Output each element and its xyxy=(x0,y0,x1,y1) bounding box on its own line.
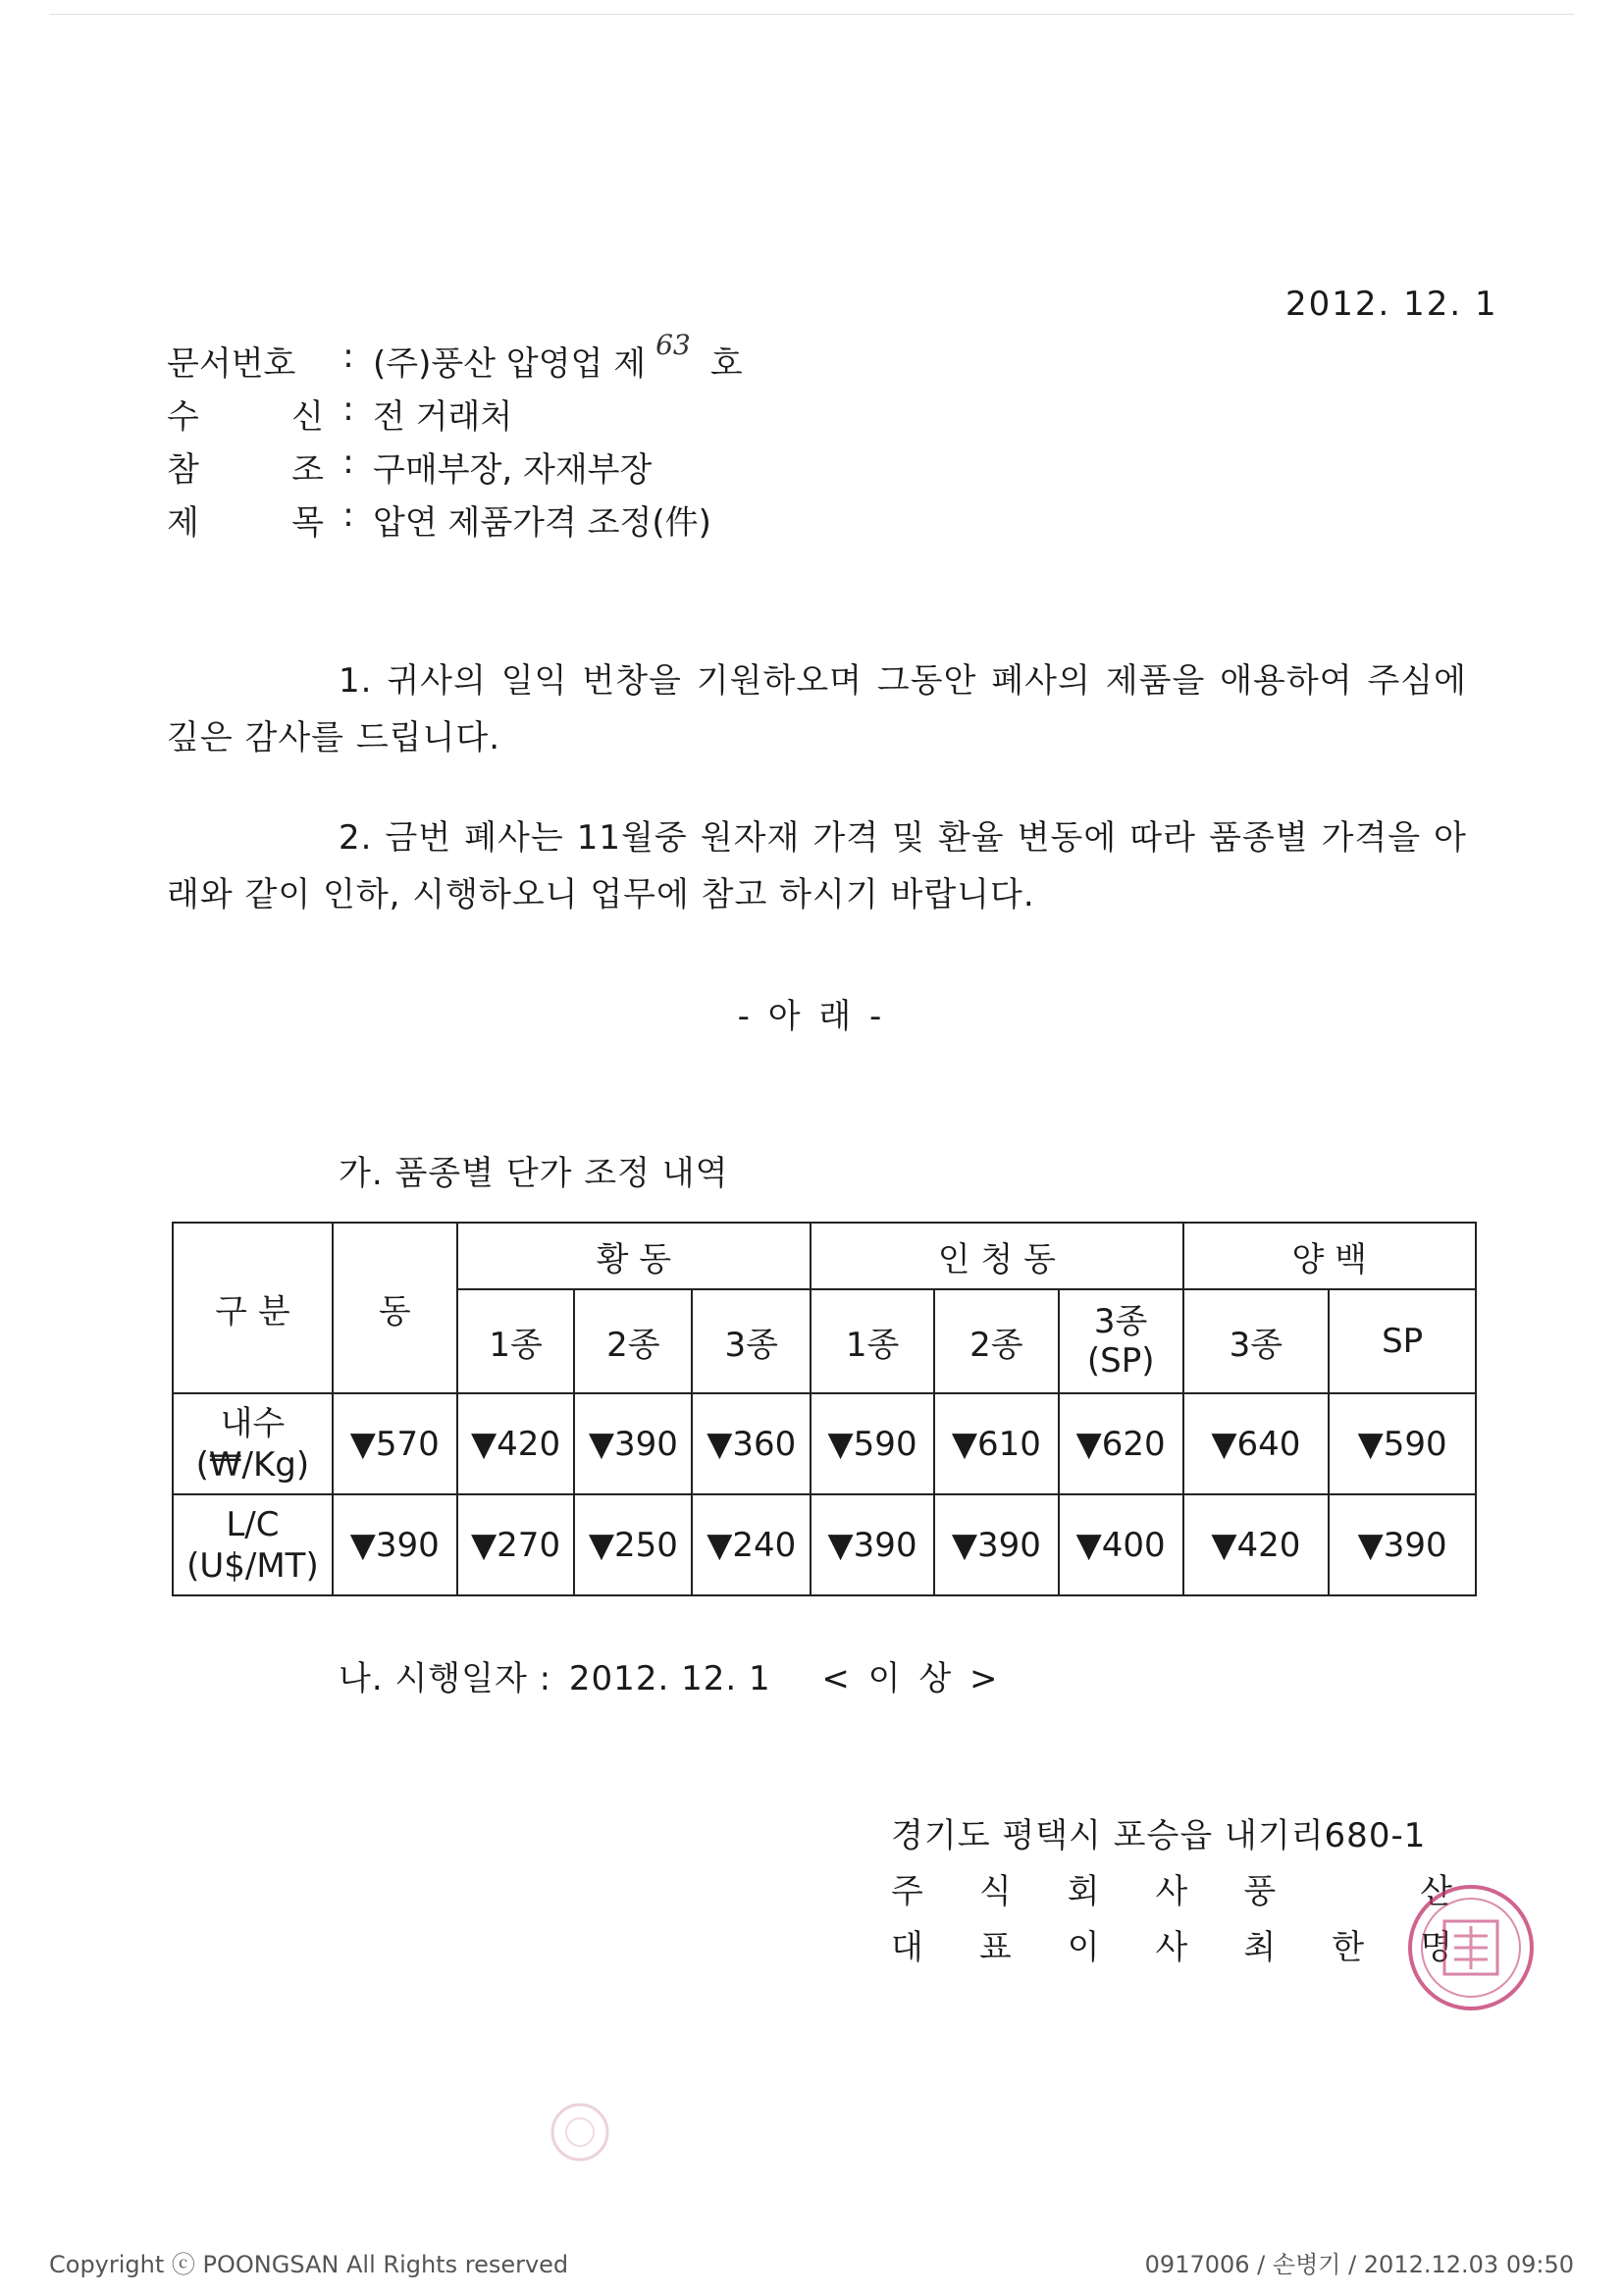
ceo-char: 표 xyxy=(978,1928,1012,1967)
ceo-char: 이 xyxy=(1067,1928,1100,1967)
colon: : xyxy=(342,496,354,535)
label-char: 목 xyxy=(291,503,324,543)
ceo-char: 대 xyxy=(891,1928,923,1967)
row-label: L/C (U$/MT) xyxy=(173,1494,333,1595)
company-char: 풍 xyxy=(1243,1872,1277,1911)
subject-value: 압연 제품가격 조정(件) xyxy=(373,503,711,543)
top-border xyxy=(49,14,1574,15)
row-label: 내수 (₩/Kg) xyxy=(173,1393,333,1494)
sub-header: 1종 xyxy=(811,1289,934,1393)
company-name xyxy=(891,1864,1452,1912)
label-char: 제 xyxy=(167,503,199,543)
table-row-lc xyxy=(173,1494,1476,1595)
sub-header: 3종 xyxy=(1183,1289,1330,1393)
price-table xyxy=(172,1222,1477,1596)
end-mark: < 이 상 > xyxy=(821,1659,1002,1698)
company-char: 산 xyxy=(1420,1872,1452,1911)
label-char: 조 xyxy=(291,450,324,490)
reference-label xyxy=(167,443,324,491)
table-cell: ▼270 xyxy=(457,1494,575,1595)
reference-row xyxy=(167,443,652,491)
effective-date-label: 나. 시행일자 : xyxy=(339,1659,552,1698)
company-address: 경기도 평택시 포승읍 내기리680-1 xyxy=(891,1816,1427,1855)
label-char: 참 xyxy=(167,450,199,490)
doc-number-handwritten: 63 xyxy=(655,329,691,361)
table-cell: ▼590 xyxy=(811,1393,934,1494)
table-cell: ▼360 xyxy=(692,1393,811,1494)
table-cell: ▼390 xyxy=(1329,1494,1476,1595)
stamp-smudge xyxy=(546,2098,614,2166)
sub-header: SP xyxy=(1329,1289,1476,1393)
doc-number-row xyxy=(167,329,743,385)
ceo-char: 한 xyxy=(1332,1928,1365,1967)
sub-header: 2종 xyxy=(574,1289,692,1393)
paragraph-2: 2. 금번 폐사는 11월중 원자재 가격 및 환율 변동에 따라 품종별 가격을 아래와 같이 인하, 시행하오니 업무에 참고 하시기 바랍니다. xyxy=(167,818,1467,914)
table-cell: ▼420 xyxy=(457,1393,575,1494)
document-meta: 0917006 / 손병기 / 2012.12.03 09:50 xyxy=(1144,2251,1574,2278)
table-cell: ▼390 xyxy=(811,1494,934,1595)
recipient-row xyxy=(167,390,512,438)
table-cell: ▼250 xyxy=(574,1494,692,1595)
header-category: 구 분 xyxy=(173,1223,333,1393)
colon: : xyxy=(342,337,354,376)
table-cell: ▼640 xyxy=(1183,1393,1330,1494)
paragraph-1: 1. 귀사의 일익 번창을 기원하오며 그동안 폐사의 제품을 애용하여 주심에 깊은 감사를 드립니다. xyxy=(167,661,1467,757)
effective-date-row xyxy=(339,1651,1001,1699)
doc-number-prefix: (주)풍산 압영업 제 xyxy=(373,344,647,384)
company-char: 회 xyxy=(1067,1872,1100,1911)
table-cell: ▼570 xyxy=(333,1393,457,1494)
ceo-char: 최 xyxy=(1243,1928,1277,1967)
company-seal-stamp xyxy=(1405,1882,1537,2013)
table-cell: ▼400 xyxy=(1059,1494,1183,1595)
recipient-label xyxy=(167,390,324,438)
copyright-text: Copyright ⓒ POONGSAN All Rights reserved xyxy=(49,2251,569,2278)
document-date: 2012. 12. 1 xyxy=(1285,285,1498,324)
subject-label xyxy=(167,496,324,544)
sub-header: 2종 xyxy=(934,1289,1059,1393)
sub-header: 1종 xyxy=(457,1289,575,1393)
recipient-value: 전 거래처 xyxy=(373,397,513,437)
effective-date-value: 2012. 12. 1 xyxy=(568,1659,771,1698)
company-char: 식 xyxy=(978,1872,1012,1911)
table-cell: ▼620 xyxy=(1059,1393,1183,1494)
section-a-heading: 가. 품종별 단가 조정 내역 xyxy=(339,1154,729,1193)
label-char: 수 xyxy=(167,397,199,437)
header-brass: 황 동 xyxy=(457,1223,812,1289)
ceo-name xyxy=(891,1920,1452,1968)
subject-row xyxy=(167,496,711,544)
table-row-domestic xyxy=(173,1393,1476,1494)
ceo-char: 사 xyxy=(1155,1928,1188,1967)
table-cell: ▼610 xyxy=(934,1393,1059,1494)
label-char: 신 xyxy=(291,397,324,437)
header-copper: 동 xyxy=(333,1223,457,1393)
doc-number-suffix: 호 xyxy=(709,344,743,384)
ceo-char: 명 xyxy=(1420,1928,1452,1967)
notice-heading: - 아 래 - xyxy=(737,997,886,1036)
colon: : xyxy=(342,443,354,482)
colon: : xyxy=(342,390,354,429)
table-cell: ▼390 xyxy=(574,1393,692,1494)
table-cell: ▼590 xyxy=(1329,1393,1476,1494)
company-char: 사 xyxy=(1155,1872,1188,1911)
header-phosphor-bronze: 인 청 동 xyxy=(811,1223,1182,1289)
reference-value: 구매부장, 자재부장 xyxy=(373,450,653,490)
company-char: 주 xyxy=(891,1872,923,1911)
sub-header: 3종 (SP) xyxy=(1059,1289,1183,1393)
table-cell: ▼420 xyxy=(1183,1494,1330,1595)
table-cell: ▼390 xyxy=(333,1494,457,1595)
header-nickel-silver: 양 백 xyxy=(1183,1223,1476,1289)
sub-header: 3종 xyxy=(692,1289,811,1393)
table-cell: ▼390 xyxy=(934,1494,1059,1595)
doc-number-label: 문서번호 xyxy=(167,344,296,384)
table-cell: ▼240 xyxy=(692,1494,811,1595)
